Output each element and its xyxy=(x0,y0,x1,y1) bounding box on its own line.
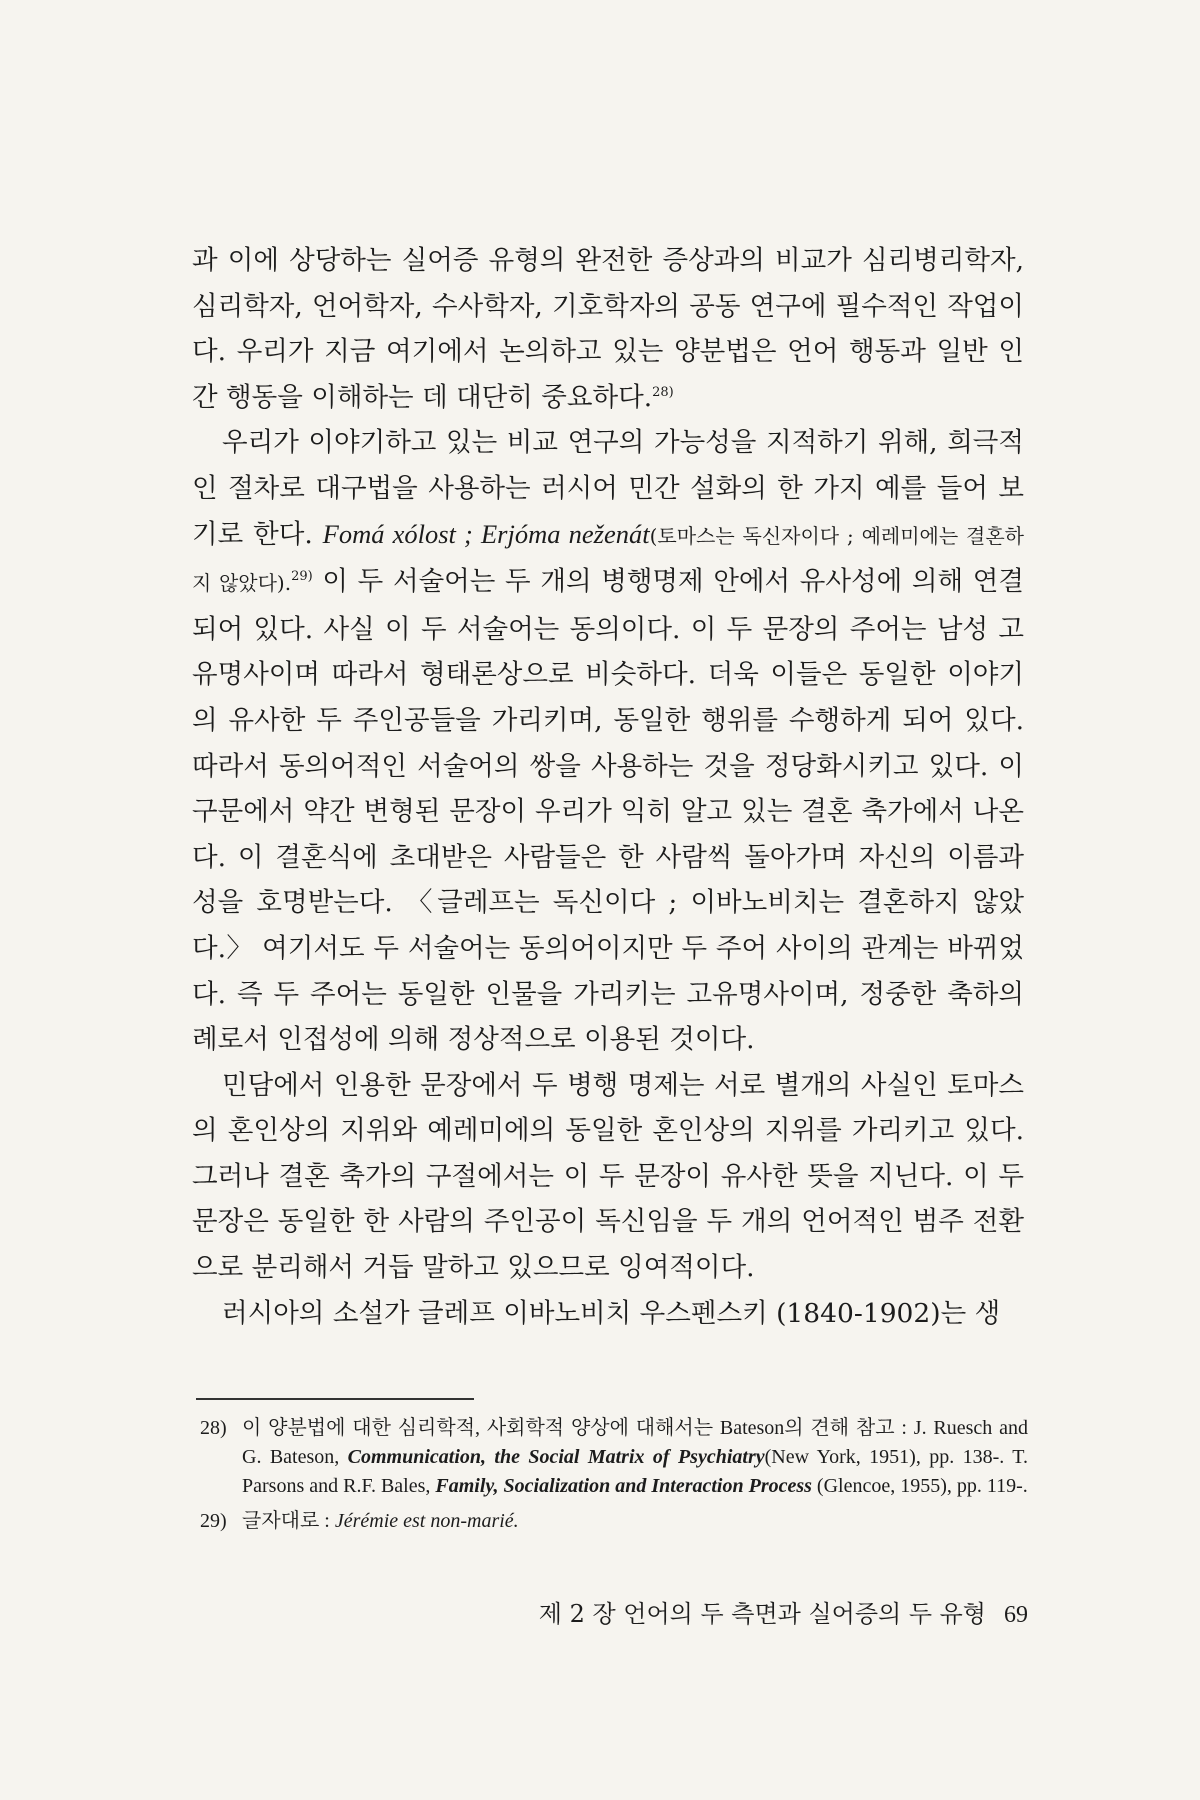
footnote-text-part: (Glencoe, 1955), pp. 119-. xyxy=(811,1475,1028,1497)
paragraph-4: 러시아의 소설가 글레프 이바노비치 우스펜스키 (1840-1902)는 생 xyxy=(222,1297,1001,1329)
footnote-28 xyxy=(200,1414,1028,1501)
footnote-number: 28) xyxy=(200,1417,227,1439)
footnote-text xyxy=(242,1414,1028,1501)
footnote-separator xyxy=(196,1398,474,1400)
footnote-number: 29) xyxy=(200,1510,227,1532)
russian-quote: Fomá xólost ; Erjóma neženát xyxy=(322,518,650,549)
running-head: 제 2 장 언어의 두 측면과 실어증의 두 유형 xyxy=(538,1600,986,1628)
paragraph-1 xyxy=(192,238,1024,420)
paragraph-2 xyxy=(192,420,1024,1062)
footnote-title: Communication, the Social Matrix of Psychiatry xyxy=(347,1446,765,1468)
footnotes xyxy=(200,1414,1028,1542)
footnote-text xyxy=(242,1507,1028,1536)
paragraph-1-text: 과 이에 상당하는 실어증 유형의 완전한 증상과의 비교가 심리병리학자, 심리학자, 언어학자, 수사학자, 기호학자의 공동 연구에 필수적인 작업이다. 우리가 지금 여기에서 논의하고 있는 양분법은 언어 행동과 일반 인간 행동을 이해하는 데 대단히 중요하다. xyxy=(192,245,1024,413)
footnote-quote: Jérémie est non-marié. xyxy=(334,1510,519,1532)
footnote-ref-28: 28) xyxy=(652,384,674,400)
quote-gloss: (토마스는 독신자이다 ; 예레미에는 결혼하지 않았다). xyxy=(192,523,1024,596)
footnote-29 xyxy=(200,1507,1028,1536)
paragraph-2-rest: 이 두 서술어는 두 개의 병행명제 안에서 유사성에 의해 연결되어 있다. 사실 이 두 서술어는 동의이다. 이 두 문장의 주어는 남성 고유명사이며 따라서 형태론상으로 비슷하다. 더욱 이들은 동일한 이야기의 유사한 두 주인공들을 가리키며, 동일한 행위를 수행하게 되어 있다. 따라서 동의어적인 서술어의 쌍을 사용하는 것을 정당화시키고 있다. 이 구문에서 약간 변형된 문장이 우리가 익히 알고 있는 결혼 축가에서 나온다. 이 결혼식에 초대받은 사람들은 한 사람씩 돌아가며 자신의 이름과 성을 호명받는다. 〈글레프는 독신이다 ; 이바노비치는 결혼하지 않았다.〉 여기서도 두 서술어는 동의어이지만 두 주어 사이의 관계는 바뀌었다. 즉 두 주어는 동일한 인물을 가리키는 고유명사이며, 정중한 축하의례로서 인접성에 의해 정상적으로 이용된 것이다. xyxy=(192,566,1024,1056)
footnote-text-part: (New York, 1951), pp. 138-. T. Parsons and R.F. Bales, xyxy=(242,1446,1028,1497)
page-number: 69 xyxy=(1004,1602,1028,1628)
footnote-ref-29: 29) xyxy=(291,569,313,585)
footnote-title: Family, Socialization and Interaction Process xyxy=(435,1475,812,1497)
main-text xyxy=(192,238,1024,1336)
page-footer xyxy=(539,1594,1028,1629)
footnote-text-part: 이 양분법에 대한 심리학적, 사회학적 양상에 대해서는 Bateson의 견해 참고 : J. Ruesch and G. Bateson, xyxy=(242,1417,1028,1468)
paragraph-2-intro: 우리가 이야기하고 있는 비교 연구의 가능성을 지적하기 위해, 희극적인 절차로 대구법을 사용하는 러시어 민간 설화의 한 가지 예를 들어 보기로 한다. xyxy=(192,427,1024,550)
footnote-text-part: 글자대로 : xyxy=(242,1510,335,1532)
paragraph-3: 민담에서 인용한 문장에서 두 병행 명제는 서로 별개의 사실인 토마스의 혼인상의 지위와 예레미에의 동일한 혼인상의 지위를 가리키고 있다. 그러나 결혼 축가의 구절에서는 이 두 문장이 유사한 뜻을 지닌다. 이 두 문장은 동일한 한 사람의 주인공이 독신임을 두 개의 언어적인 범주 전환으로 분리해서 거듭 말하고 있으므로 잉여적이다. xyxy=(192,1069,1024,1284)
